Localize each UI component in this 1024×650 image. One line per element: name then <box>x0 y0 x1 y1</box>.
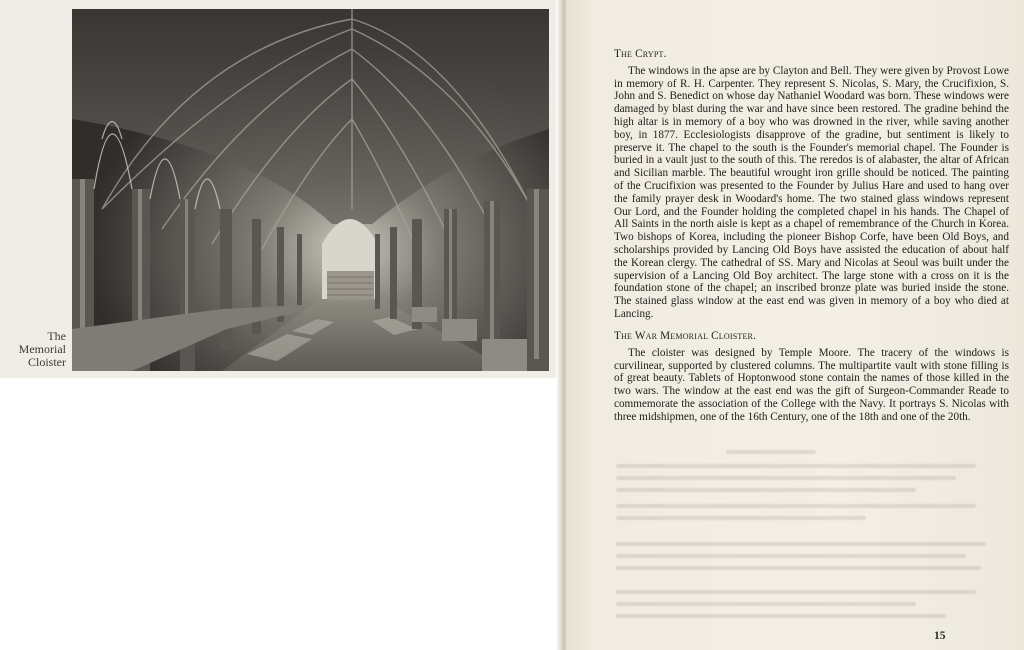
section-body: The cloister was designed by Temple Moore. The tracery of the windows is curvilinear, supported by clustered columns. The multipartite vault with stone filling is of great beauty. Tablets of Hoptonwood stone contain the names of those killed in the two wars. The window at the east end was the gift of Surgeon-Commander Reade to commemorate the association of the College with the Navy. It portrays S. Nicolas with three midshipmen, one of the 16th Century, one of the 18th and one of the 20th. <box>614 346 1009 423</box>
caption-line: Memorial <box>18 342 66 356</box>
right-page <box>566 0 1024 650</box>
caption-line: The <box>47 329 66 343</box>
section-heading: The War Memorial Cloister. <box>614 330 757 342</box>
photo-caption <box>0 330 66 369</box>
caption-line: Cloister <box>28 355 66 369</box>
section-heading: The Crypt. <box>614 48 667 60</box>
cloister-photograph <box>72 9 549 371</box>
section-body: The windows in the apse are by Clayton and Bell. They were given by Provost Lowe in memory of R. H. Carpenter. They represent S. Nicolas, S. Mary, the Crucifixion, S. John and S. Benedict on whose day Nathaniel Woodard was born. These windows were damaged by blast during the war and have since been restored. The gradine behind the high altar is in memory of a boy who was drowned in the river, while saving another boy, in 1877. Ecclesiologists disapprove of the gradine, but sentiment is likely to preserve it. The chapel to the south is the Founder's memorial chapel. The Founder is buried in a vault just to the south of this. The reredos is of alabaster, the altar of African and Sicilian marble. The beautiful wrought iron grille should be noticed. The painting of the Crucifixion was presented to the Founder by Julius Hare and used to hang over the family prayer desk in Woodard's home. The two stained glass windows represent Our Lord, and the Founder holding the completed chapel in his hands. The Chapel of All Saints in the north aisle is kept as a chapel of remembrance of the Church in Korea. Two bishops of Korea, including the pioneer Bishop Corfe, have been Old Boys, and scholarships provided by Lancing Old Boys have assisted the education of about half the Korean clergy. The cathedral of SS. Mary and Nicolas at Seoul was built under the supervision of a Lancing Old Boy architect. The large stone with a cross on it is the foundation stone of the chapel; an inscribed bronze plate was buried inside the stone. The stained glass window at the east end was given in memory of a boy who died at Lancing. <box>614 64 1009 320</box>
section-war-memorial-cloister <box>614 330 1009 424</box>
show-through-text <box>606 450 986 630</box>
section-the-crypt <box>614 48 1009 321</box>
page-number: 15 <box>934 630 946 642</box>
photo-plate <box>0 0 560 378</box>
cloister-photograph-drawing <box>72 9 549 371</box>
